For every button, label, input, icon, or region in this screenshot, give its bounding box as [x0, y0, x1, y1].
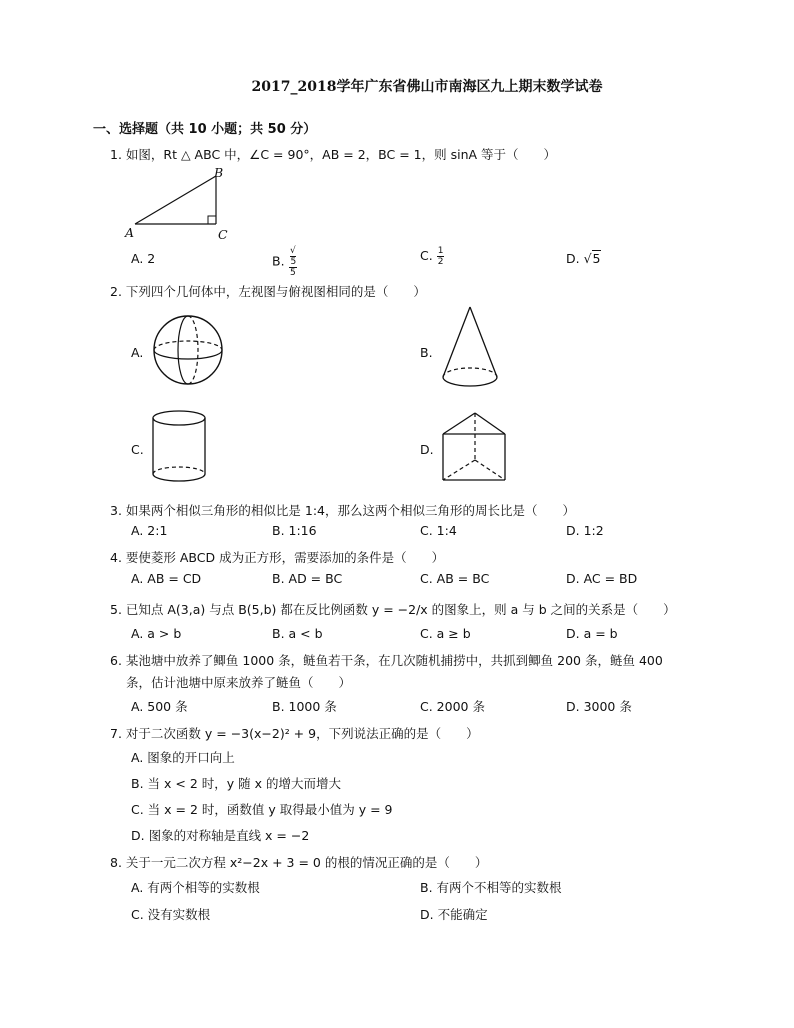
q4-option-b: B. AD = BC — [272, 571, 343, 586]
q5-option-b: B. a < b — [272, 626, 323, 641]
q2-option-d-label: D. — [420, 442, 434, 457]
page-title: 2017_2018学年广东省佛山市南海区九上期末数学试卷 — [251, 79, 603, 95]
section-heading: 一、选择题（共 10 小题；共 50 分） — [93, 122, 317, 137]
question-7-text: 7. 对于二次函数 y = −3(x−2)² + 9，下列说法正确的是（ ） — [110, 726, 479, 741]
q1-option-d: D. √5 — [566, 251, 601, 266]
q1-option-c: C. $\frac{1}{2}$ — [420, 246, 444, 267]
question-3-text: 3. 如果两个相似三角形的相似比是 1:4，那么这两个相似三角形的周长比是（ ） — [110, 503, 575, 518]
q3-option-d: D. 1:2 — [566, 523, 604, 538]
cone-figure — [440, 305, 500, 391]
sphere-figure — [150, 313, 230, 389]
question-6-line-2: 条，估计池塘中原来放养了鲢鱼（ ） — [126, 675, 352, 690]
question-6-line-1: 6. 某池塘中放养了鲫鱼 1000 条，鲢鱼若干条，在几次随机捕捞中，共抓到鲫鱼 200 条，鲢鱼 400 — [110, 653, 663, 668]
q7-option-b: B. 当 x < 2 时，y 随 x 的增大而增大 — [131, 776, 341, 791]
q8-option-c: C. 没有实数根 — [131, 907, 211, 922]
q8-option-b: B. 有两个不相等的实数根 — [420, 880, 562, 895]
q6-option-d: D. 3000 条 — [566, 699, 632, 714]
q8-option-a: A. 有两个相等的实数根 — [131, 880, 260, 895]
q6-option-b: B. 1000 条 — [272, 699, 337, 714]
question-1-text: 1. 如图，Rt △ ABC 中，∠C = 90°，AB = 2，BC = 1，则 sinA 等于（ ） — [110, 147, 557, 162]
q2-option-c-label: C. — [131, 442, 144, 457]
cylinder-figure — [150, 408, 210, 488]
q1-option-b: B. √ 5 5 — [272, 246, 297, 278]
q5-option-c: C. a ≥ b — [420, 626, 471, 641]
q6-option-a: A. 500 条 — [131, 699, 188, 714]
q7-option-c: C. 当 x = 2 时，函数值 y 取得最小值为 y = 9 — [131, 802, 393, 817]
q3-option-a: A. 2:1 — [131, 523, 168, 538]
question-5-text: 5. 已知点 A(3,a) 与点 B(5,b) 都在反比例函数 y = −2/x 的图象上，则 a 与 b 之间的关系是（ ） — [110, 602, 676, 617]
vertex-label-a: A — [125, 225, 135, 240]
q4-option-d: D. AC = BD — [566, 571, 638, 586]
vertex-label-c: C — [218, 227, 228, 242]
q7-option-d: D. 图象的对称轴是直线 x = −2 — [131, 828, 310, 843]
vertex-label-b: B — [214, 165, 224, 180]
q8-option-d: D. 不能确定 — [420, 907, 488, 922]
q2-option-b-label: B. — [420, 345, 433, 360]
q1-option-a: A. 2 — [131, 251, 156, 266]
q3-option-c: C. 1:4 — [420, 523, 457, 538]
question-4-text: 4. 要使菱形 ABCD 成为正方形，需要添加的条件是（ ） — [110, 550, 445, 565]
q5-option-a: A. a > b — [131, 626, 182, 641]
question-8-text: 8. 关于一元二次方程 x²−2x + 3 = 0 的根的情况正确的是（ ） — [110, 855, 488, 870]
q6-option-c: C. 2000 条 — [420, 699, 485, 714]
q2-option-a-label: A. — [131, 345, 144, 360]
q5-option-d: D. a = b — [566, 626, 618, 641]
q7-option-a: A. 图象的开口向上 — [131, 750, 235, 765]
q4-option-a: A. AB = CD — [131, 571, 202, 586]
question-2-text: 2. 下列四个几何体中，左视图与俯视图相同的是（ ） — [110, 284, 426, 299]
triangular-prism-figure — [440, 410, 510, 486]
q4-option-c: C. AB = BC — [420, 571, 490, 586]
q3-option-b: B. 1:16 — [272, 523, 317, 538]
